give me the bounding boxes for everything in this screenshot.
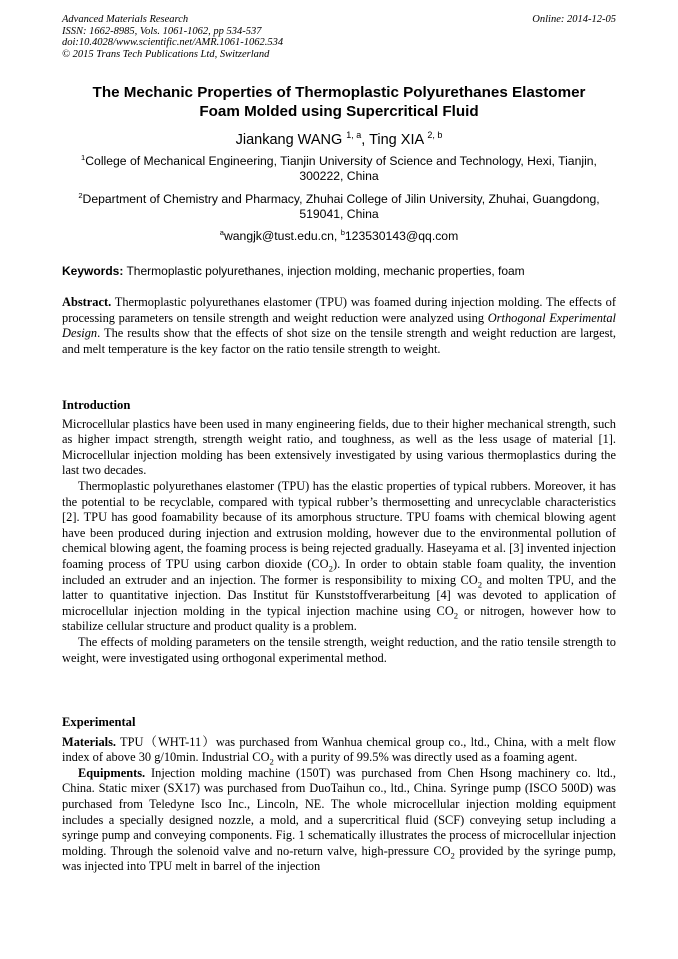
equipments-label: Equipments. <box>78 765 146 780</box>
abstract-text-2: . The results show that the effects of shot size on the tensile strength and weight reduction are largest, and melt temperature is the key factor on the ratio tensile strength to weight. <box>62 326 616 356</box>
online-date: Online: 2014-12-05 <box>532 14 616 25</box>
materials-paragraph <box>62 735 616 766</box>
author-1-marker: 1, a <box>346 130 362 141</box>
issn-line: ISSN: 1662-8985, Vols. 1061-1062, pp 534-537 <box>62 25 262 37</box>
co2-subscript: 2 <box>269 756 274 767</box>
author-2-marker: 2, b <box>427 130 443 141</box>
equipments-text-a: Injection molding machine (150T) was purchased from Chen Hsong machinery co. ltd., China. Static mixer (SX17) was purchased from DuoTaihun co., ltd., China. Syringe pump (ISCO 500D) was purchased from Teledyne Isco Inc., Lincoln, NE. The whole microcellular injection molding equipment includes a specially designed nozzle, a mold, and a supercritical fluid (SCF) conveying setup including a syringe pump and conveying components. Fig. 1 schematically illustrates the process of microcellular injection molding. Through the solenoid valve and no-return valve, high-pressure CO <box>62 765 616 858</box>
title-line-2: Foam Molded using Supercritical Fluid <box>199 103 479 120</box>
journal-header <box>62 14 616 60</box>
abstract-text-1: Thermoplastic polyurethanes elastomer (TPU) was foamed during injection molding. The effects of processing parameters on tensile strength and weight reduction were analyzed using <box>62 295 616 325</box>
author-1: Jiankang WANG <box>235 132 343 148</box>
equipments-paragraph <box>62 766 616 875</box>
co2-subscript: 2 <box>450 850 455 861</box>
email-b: 123530143@qq.com <box>344 229 459 243</box>
email-a-marker: a <box>219 227 224 237</box>
experimental-heading: Experimental <box>62 715 136 729</box>
email-b-marker: b <box>340 227 345 237</box>
intro-p2-part-a: Thermoplastic polyurethanes elastomer (TPU) has the elastic properties of typical rubbers. Moreover, it has the potential to be recyclable, compared with typical rubber’s thermosetting and unrecyclable characteristics [2]. TPU has good foamability because of its amorphous structure. TPU foams with chemical blowing agent have been produced during injection and extrusion molding, however due to the environmental pollution of chemical blowing agent, the foaming process is being rejected gradually. Haseyama et al. [3] invented injection foaming process of TPU using carbon dioxide (CO <box>62 478 616 571</box>
title-line-1: The Mechanic Properties of Thermoplastic Polyurethanes Elastomer <box>92 84 586 101</box>
author-2: Ting XIA <box>369 132 424 148</box>
affiliation-1-number: 1 <box>81 152 86 162</box>
affiliation-2-line-2: 519041, China <box>299 207 379 221</box>
abstract-label: Abstract. <box>62 295 112 309</box>
affiliation-1-line-2: 300222, China <box>299 169 379 183</box>
co2-subscript: 2 <box>453 610 459 621</box>
introduction-section <box>62 398 616 666</box>
intro-p2-part-b: ). In order to obtain stable foam quality, the invention included an extruder and an injection. The former is responsibility to mixing CO <box>62 556 616 587</box>
affiliation-2 <box>62 192 616 222</box>
affiliation-2-line-1: Department of Chemistry and Pharmacy, Zhuhai College of Jilin University, Zhuhai, Guangdong, <box>82 192 600 206</box>
co2-subscript: 2 <box>328 563 333 574</box>
introduction-paragraph-3: The effects of molding parameters on the tensile strength, weight reduction, and the ratio tensile strength to weight, were investigated using orthogonal experimental method. <box>62 634 616 665</box>
keywords-text: Thermoplastic polyurethanes, injection molding, mechanic properties, foam <box>123 264 525 278</box>
intro-p2-part-d: or nitrogen, however how to stabilize cellular structure and product quality is a problem. <box>62 603 617 634</box>
journal-name: Advanced Materials Research <box>62 14 189 25</box>
co2-subscript: 2 <box>477 579 483 589</box>
materials-text-a: TPU（WHT-11）was purchased from Wanhua chemical group co., ltd., China, with a melt flow index of above 30 g/10min. Industrial CO <box>62 734 616 765</box>
materials-text-b: with a purity of 99.5% was directly used as a foaming agent. <box>273 750 578 765</box>
keywords <box>62 264 616 279</box>
materials-label: Materials. <box>62 734 117 749</box>
author-separator: , <box>361 132 370 148</box>
keywords-label: Keywords: <box>62 264 124 278</box>
intro-p2-part-c: and molten TPU, and the latter to quantitative injection. Das Institut für Kunststoffverarbeitung [4] was devoted to application of microcellular injection molding in the typical injection machine using CO <box>62 572 616 618</box>
paper-title <box>62 83 616 121</box>
author-emails <box>62 229 616 244</box>
abstract-italic-term: Orthogonal Experimental Design <box>62 310 616 341</box>
experimental-section <box>62 715 616 875</box>
affiliation-1-line-1: College of Mechanical Engineering, Tianjin University of Science and Technology, Hexi, Tianjin, <box>85 154 597 168</box>
copyright-line: © 2015 Trans Tech Publications Ltd, Switzerland <box>62 48 270 60</box>
introduction-paragraph-1: Microcellular plastics have been used in many engineering fields, due to their higher mechanical strength, such as higher impact strength, strength weight ratio, and toughness, as well as the less usage of material [1]. Microcellular injection molding has been extensively investigated by using various thermoplastics during the last two decades. <box>62 416 616 478</box>
affiliation-1 <box>62 154 616 184</box>
author-list <box>62 131 616 149</box>
introduction-heading: Introduction <box>62 398 131 412</box>
email-a: wangjk@tust.edu.cn, <box>223 229 341 243</box>
affiliation-2-number: 2 <box>78 190 83 200</box>
equipments-text-b: provided by the syringe pump, was injected into TPU melt in barrel of the injection <box>62 843 617 874</box>
abstract <box>62 295 616 357</box>
introduction-paragraph-2 <box>62 479 616 635</box>
doi-line: doi:10.4028/www.scientific.net/AMR.1061-1062.534 <box>62 37 284 49</box>
